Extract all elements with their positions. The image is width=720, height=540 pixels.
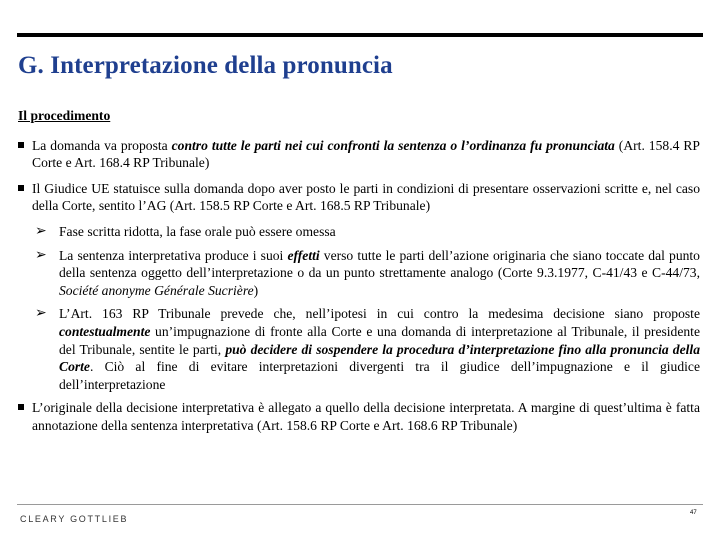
sub-bullet-text: Fase scritta ridotta, la fase orale può essere omessa [59,223,336,239]
square-bullet-icon [18,185,24,191]
sub-bullet-item [18,223,700,241]
sub-bullet-text: La sentenza interpretativa produce i suoi [59,247,288,263]
sub-bullet-item [18,305,700,393]
arrow-bullet-icon: ➢ [35,246,47,263]
sub-bullet-text: L’Art. 163 RP Tribunale prevede che, nell’ipotesi in cui contro la medesima decisione siano proposte [59,306,700,322]
square-bullet-icon [18,142,24,148]
bullet-text: La domanda va proposta [32,137,172,153]
section-title: Il procedimento [18,108,111,123]
bullet-item [18,137,700,172]
bullet-text: (Art. 158.4 RP Corte e Art. 168.4 RP Tribunale) [32,137,700,171]
bottom-rule [17,504,703,505]
slide-content [18,107,700,443]
bullet-item [18,399,700,434]
footer-logo: CLEARY GOTTLIEB [20,514,129,524]
bullet-text: Il Giudice UE statuisce sulla domanda dopo aver posto le parti in condizioni di presentare osservazioni scritte e, nel caso della Corte, sentito l’AG (Art. 158.5 RP Corte e Art. 168.5 RP Tribunale) [32,180,700,214]
slide-title: G. Interpretazione della pronuncia [18,52,393,79]
page-number: 47 [690,510,697,516]
sub-bullet-emphasis: effetti [287,247,320,263]
sub-bullet-item [18,247,700,300]
bullet-item [18,180,700,215]
bullet-text: L’originale della decisione interpretativa è allegato a quello della decisione interpretata. A margine di quest’ultima è fatta annotazione della sentenza interpretativa (Art. 158.6 RP Corte e Art. 168.6 RP Tribunale) [32,400,700,433]
arrow-bullet-icon: ➢ [35,222,47,239]
bullet-emphasis: contro tutte le parti nei cui confronti la sentenza o l’ordinanza fu pronunciata [171,137,615,153]
square-bullet-icon [18,404,24,410]
sub-bullet-text: ) [253,282,259,298]
sub-bullet-text: un’impugnazione di fronte alla Corte e una domanda di interpretazione al Tribunale, il presidente del Tribunale, sentite le parti, [59,323,700,357]
top-rule [17,33,703,37]
sub-bullet-text: . Ciò al fine di evitare interpretazioni divergenti tra il giudice dell’impugnazione e il giudice dell’interpretazione [59,359,700,392]
arrow-bullet-icon: ➢ [35,305,47,322]
sub-bullet-text: verso tutte le parti dell’azione originaria che siano toccate dal punto della sentenza oggetto dell’interpretazione o da un punto strettamente analogo (Corte 9.3.1977, C-41/43 e C-44/73, [59,247,700,281]
sub-bullet-emphasis: può decidere di sospendere la procedura d’interpretazione fino alla pronuncia della Corte [59,341,700,375]
case-name: Société anonyme Générale Sucrière [59,282,254,298]
sub-bullet-emphasis: contestualmente [59,323,151,339]
